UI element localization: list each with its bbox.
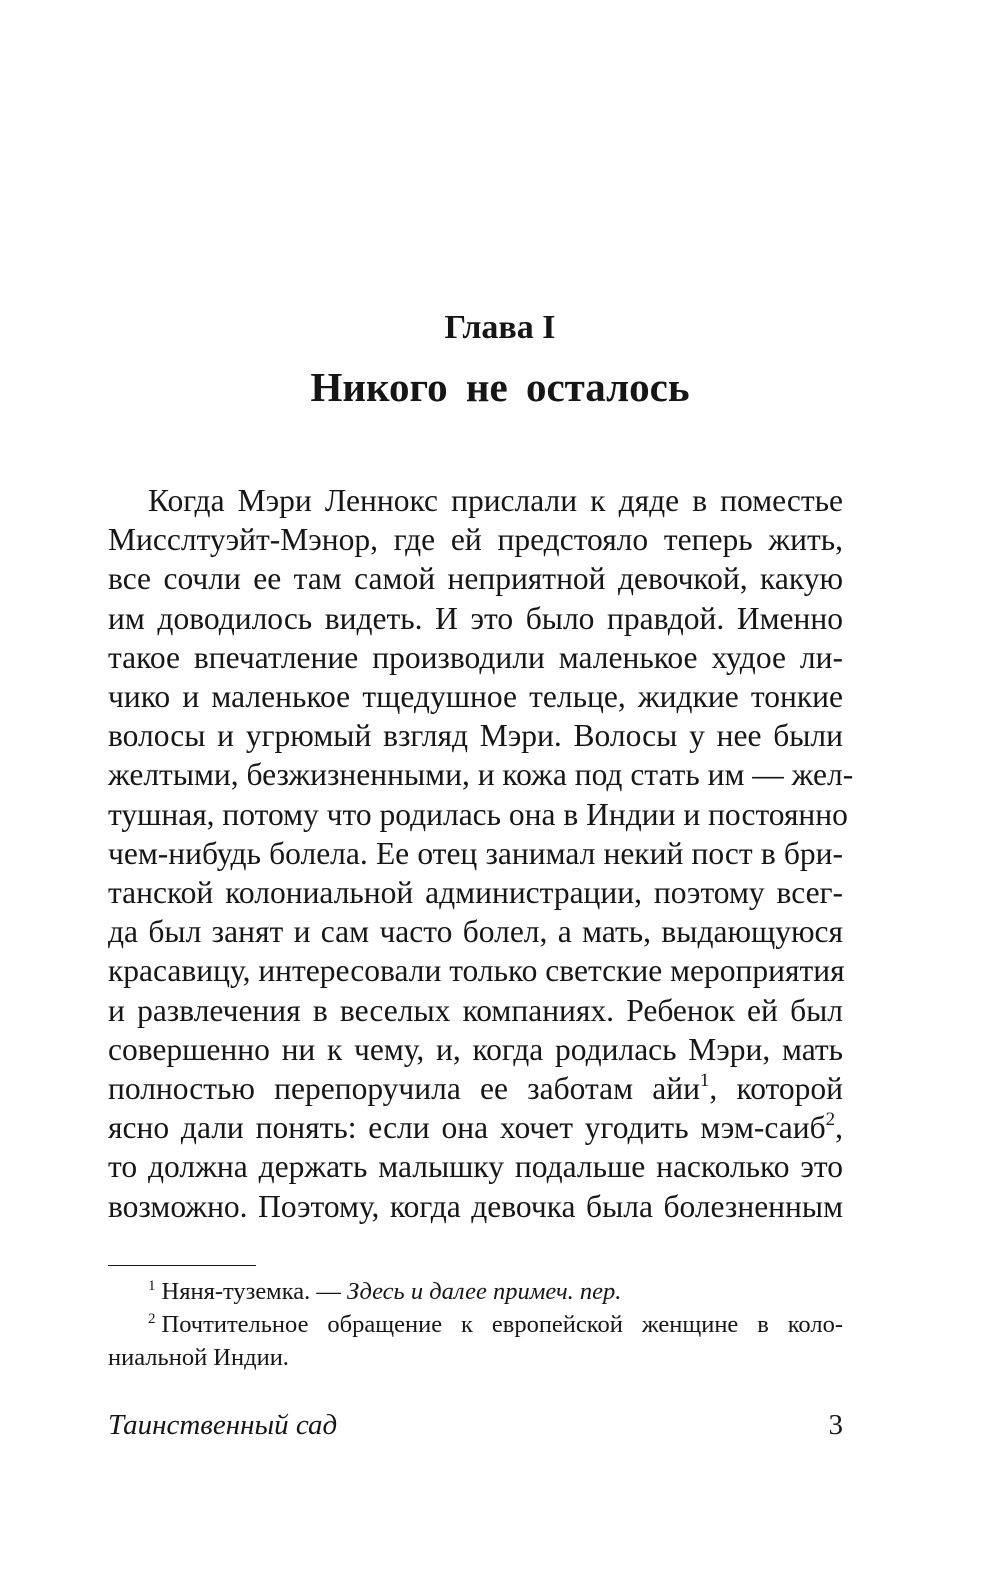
footnote-2-continuation: ниальной Индии. <box>108 1344 289 1371</box>
footnote-ref-2[interactable]: 2 <box>825 1109 836 1131</box>
text-line: им доводилось видеть. И это было правдой. Именно <box>108 600 843 636</box>
footnote-1-text: Няня-туземка. — <box>161 1278 347 1305</box>
footnote-ref-1[interactable]: 1 <box>699 1070 710 1092</box>
footnote-2 <box>108 1308 843 1341</box>
text-line: красавицу, интересовали только светские мероприятия <box>108 953 845 989</box>
text-line: тушная, потому что родилась она в Индии и постоянно <box>108 796 848 832</box>
text-line: Когда Мэри Леннокс прислали к дяде в поместье <box>148 483 843 518</box>
text-line: возможно. Поэтому, когда девочка была болезненным <box>108 1188 843 1224</box>
text-segment: ясно дали понять: если она хочет угодить мэм-саиб <box>108 1110 826 1146</box>
footnote-mark-2: 2 <box>148 1311 156 1327</box>
footnote-1 <box>108 1275 843 1308</box>
text-line: чем-нибудь болела. Ее отец занимал некий пост в бри- <box>108 835 843 871</box>
footnote-separator <box>108 1265 256 1266</box>
body-text <box>108 481 854 1226</box>
text-line: то должна держать малышку подальше насколько это <box>108 1149 843 1185</box>
text-line: такое впечатление производили маленькое худое ли- <box>108 639 843 675</box>
footnotes <box>108 1275 843 1374</box>
text-line: да был занят и сам часто болел, а мать, выдающуюся <box>108 914 843 950</box>
footnote-2-text: Почтительное обращение к европейской женщине в коло- <box>161 1311 843 1338</box>
text-line: совершенно ни к чему, и, когда родилась Мэри, мать <box>108 1031 843 1067</box>
text-line: все сочли ее там самой неприятной девочкой, какую <box>108 561 843 597</box>
text-line: танской колониальной администрации, поэтому всег- <box>108 875 843 911</box>
text-line: чико и маленькое тщедушное тельце, жидкие тонкие <box>108 679 843 715</box>
footnote-1-italic: Здесь и далее примеч. пер. <box>346 1278 622 1305</box>
text-line-with-footnote-2 <box>108 1108 843 1147</box>
text-line: Мисслтуэйт-Мэнор, где ей предстояло теперь жить, <box>108 522 843 558</box>
text-line: волосы и угрюмый взгляд Мэри. Волосы у нее были <box>108 718 843 754</box>
text-line-with-footnote-1 <box>108 1069 843 1108</box>
text-line: и развлечения в веселых компаниях. Ребенок ей был <box>108 992 843 1028</box>
text-segment: , которой <box>709 1071 843 1107</box>
text-line: желтыми, безжизненными, и кожа под стать им — жел- <box>108 757 854 793</box>
footnote-mark-1: 1 <box>148 1278 156 1294</box>
chapter-title: Никого не осталось <box>310 364 690 410</box>
chapter-number: Глава I <box>444 309 556 346</box>
text-segment: , <box>835 1110 843 1146</box>
running-title: Таинственный сад <box>108 1409 338 1441</box>
text-segment: полностью перепоручила ее заботам айи <box>108 1071 700 1107</box>
page-number: 3 <box>828 1409 843 1441</box>
